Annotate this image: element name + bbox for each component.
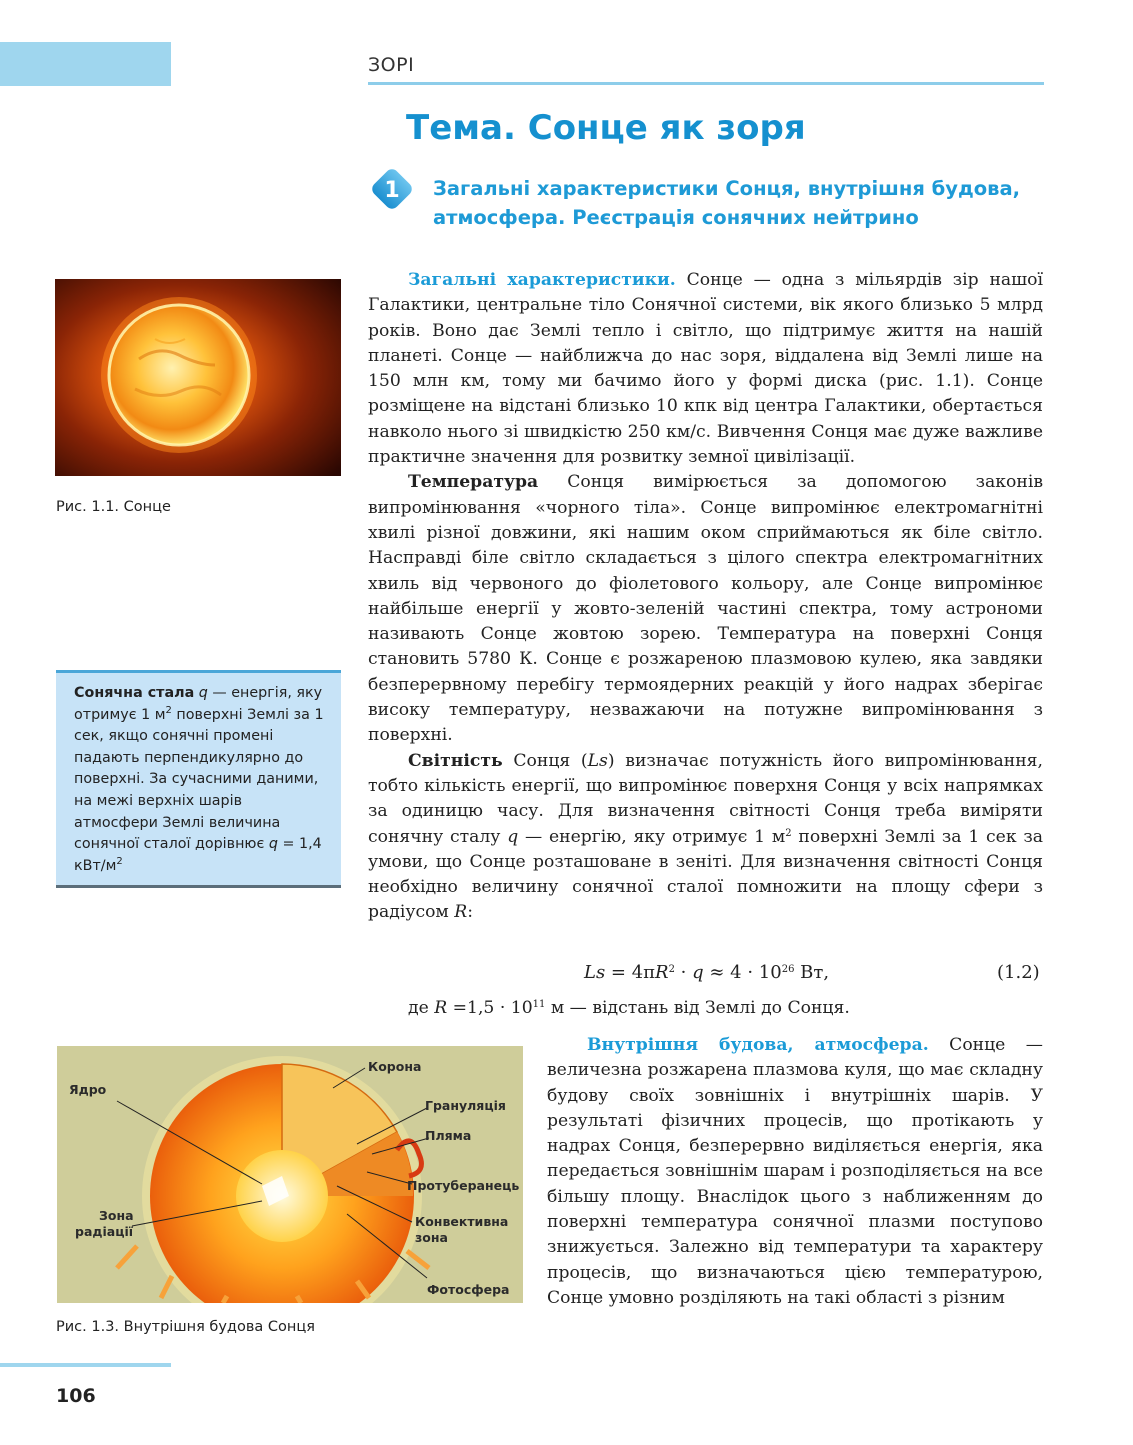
label-corona: Корона — [368, 1059, 422, 1074]
lead-luminosity: Світність — [408, 750, 503, 771]
figure-caption-structure: Рис. 1.3. Внутрішня будова Сонця — [56, 1319, 315, 1335]
page-number: 106 — [56, 1385, 96, 1407]
section-number-badge — [369, 166, 415, 212]
sidebar-text: Сонячна стала q — енергія, яку отримує 1 $м^2$ поверхні Землі за 1 сек, якщо сонячні промені падають перпендикулярно до поверхні. За сучасними даними, на межі верхніх шарів атмосфери Землі величина сонячної сталої дорівнює q = 1,4 кВт/$м^2$ — [74, 685, 324, 874]
label-granulation: Грануляція — [425, 1098, 506, 1113]
sidebar-term: Сонячна стала — [74, 685, 195, 701]
formula-number: (1.2) — [997, 962, 1040, 983]
figure-caption-sun: Рис. 1.1. Сонце — [56, 499, 171, 515]
lead-structure: Внутрішня будова, атмосфера. — [587, 1035, 929, 1055]
label-photosphere: Фотосфера — [427, 1282, 510, 1297]
section-heading: Загальні характеристики Сонця, внутрішня будова, атмосфера. Реєстрація сонячних нейтрино — [433, 177, 1021, 229]
lead-temperature: Температура — [408, 472, 539, 493]
label-convective-zone-1: Конвективна — [415, 1214, 509, 1229]
formula: $Ls = 4\pi R^2 \cdot q \approx 4 \cdot 10^{26}$ Вт, — [584, 962, 830, 983]
label-spot: Пляма — [425, 1128, 472, 1143]
main-text — [368, 268, 1043, 926]
lead-general: Загальні характеристики. — [408, 270, 676, 290]
header-rule — [368, 82, 1044, 85]
label-core: Ядро — [69, 1082, 107, 1097]
footer-tab — [0, 1363, 171, 1367]
section-number: 1 — [384, 178, 400, 203]
section-label: ЗОРІ — [368, 54, 415, 76]
paragraph-luminosity: Світність Сонця (Ls) визначає потужність його випромінювання, тобто кількість енергії, що випромінює поверхня Сонця у всіх напрямках за одиницю часу. Для визначення світності Сонця треба виміряти сонячну сталу q — енергію, яку отримує 1 $м^2$ поверхні Землі за 1 сек за умови, що Сонце розташоване в зеніті. Для визначення світності Сонця необхідно величину сонячної сталої помножити на площу сфери з радіусом R: — [368, 750, 1044, 923]
label-radiation-zone-2: радіації — [75, 1224, 134, 1239]
paragraph-structure: Внутрішня будова, атмосфера. Сонце — величезна розжарена плазмова куля, що має складну будову своїх зовнішніх і внутрішніх шарів. У результаті фізичних процесів, що протікають у надрах Сонця, безперервно виділяється енергія, яка передається зовнішнім шарам і розподіляється на все більшу площу. Внаслідок цього з наближенням до поверхні температура сонячної плазми поступово знижується. Залежно від температури та характеру процесів, що визначаються цією температурою, Сонце умовно розділяють на такі області з різним — [547, 1035, 1043, 1308]
label-radiation-zone-1: Зона — [99, 1208, 134, 1223]
label-prominence: Протуберанець — [407, 1178, 520, 1193]
topic-title: Тема. Сонце як зоря — [406, 108, 806, 148]
paragraph-temperature: Температура Сонця вимірюється за допомогою законів випромінювання «чорного тіла». Сонце випромінює електромагнітні хвилі різної довжини, які нашим оком сприймаються як біле світло. Насправді біле світло складається з цілого спектра електромагнітних хвиль від червоного до фіолетового кольору, але Сонце випромінює найбільше енергії у жовто-зеленій частині спектра, тому астрономи називають Сонце жовтою зорею. Температура на поверхні Сонця становить 5780 К. Сонце є розжареною плазмовою кулею, яка завдяки безперервному перебігу термоядерних реакцій у його надрах зберігає високу температуру, незважаючи на потужне випромінювання з поверхні. — [368, 472, 1043, 746]
header-tab — [0, 42, 171, 86]
label-convective-zone-2: зона — [415, 1230, 448, 1245]
formula-note: де $R =1,5 \cdot 10^{11}$ м — відстань від Землі до Сонця. — [408, 998, 850, 1018]
paragraph-general: Загальні характеристики. Сонце — одна з мільярдів зір нашої Галактики, центральне тіло Сонячної системи, вік якого близько 5 млрд років. Воно дає Землі тепло і світло, що підтримує життя на нашій планеті. Сонце — найближча до нас зоря, віддалена від Землі лише на 150 млн км, тому ми бачимо його у формі диска (рис. 1.1). Сонце розміщене на відстані близько 10 кпк від центра Галактики, обертається навколо нього зі швидкістю 250 км/с. Вивчення Сонця має дуже важливе практичне значення для розвитку земної цивілізації. — [368, 270, 1043, 468]
structure-text — [547, 1033, 1043, 1311]
sun-structure-diagram — [57, 1046, 523, 1303]
sun-photo — [55, 279, 341, 476]
definition-sidebar — [56, 670, 341, 888]
